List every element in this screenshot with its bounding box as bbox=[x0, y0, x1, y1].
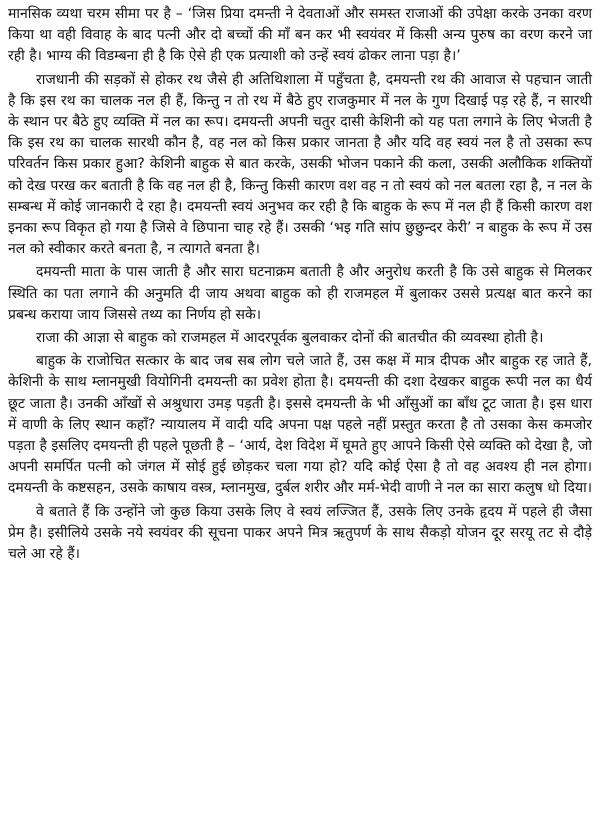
paragraph-1: मानसिक व्यथा चरम सीमा पर है – ‘जिस प्रिया दमन्ती ने देवताओं और समस्त राजाओं की उपेक्षा करके उनका वरण किया था वही विवाह के बाद पत्नी और दो बच्चों की माँ बन कर भी स्वयंवर में किसी अन्य पुरुष का वरण करने जा रही है। भाग्य की विडम्बना ही है कि ऐसे ही एक प्रत्याशी को उन्हें स्वयं ढोकर लाना पड़ा है।’ bbox=[8, 6, 592, 65]
paragraph-5: बाहुक के राजोचित सत्कार के बाद जब सब लोग चले जाते हैं, उस कक्ष में मात्र दीपक और बाहुक रह जाते हैं, केशिनी के साथ म्लानमुखी वियोगिनी दमयन्ती का प्रवेश होता है। दमयन्ती की दशा देखकर बाहुक रूपी नल का धैर्य छूट जाता है। उनकी आँखों से अश्रुधारा उमड़ पड़ती है। इससे दमयन्ती के भी आँसुओं का बाँध टूट जाता है। इस धारा में वाणी के लिए स्थान कहाँ? न्यायालय में वादी यदि अपना पक्ष पहले नहीं प्रस्तुत करता है तो उसका केस कमजोर पड़ता है इसलिए दमयन्ती ही पहले पूछती है – ‘आर्य, देश विदेश में घूमते हुए आपने किसी ऐसे व्यक्ति को देखा है, जो अपनी समर्पित पत्नी को जंगल में सोई हुई छोड़कर चला गया हो? यदि कोई ऐसा है तो वह अवश्य ही नल होगा। दमयन्ती के कष्टसहन, उसके काषाय वस्त्र, म्लानमुख, दुर्बल शरीर और मर्म-भेदी वाणी ने नल का सारा कलुष धो दिया। bbox=[8, 353, 592, 497]
paragraph-6: वे बताते हैं कि उन्होंने जो कुछ किया उसके लिए वे स्वयं लज्जित हैं, उसके लिए उनके हृदय में पहले ही जैसा प्रेम है। इसीलिये उसके नये स्वयंवर की सूचना पाकर अपने मित्र ऋतुपर्ण के साथ सैकड़ो योजन दूर सरयू तट से दौड़े चले आ रहे हैं। bbox=[8, 503, 592, 563]
paragraph-2: राजधानी की सड़कों से होकर रथ जैसे ही अतिथिशाला में पहुँचता है, दमयन्ती रथ की आवाज से पहचान जाती है कि इस रथ का चालक नल ही हैं, किन्तु न तो रथ में बैठे हुए राजकुमार में नल के गुण दिखाई पड़ रहे हैं, न सारथी के स्थान पर बैठे हुए व्यक्ति में नल का रूप। दमयन्ती अपनी चतुर दासी केशिनी को यह पता लगाने के लिए भेजती है कि इस रथ का चालक सारथी कौन है, वह नल को किस प्रकार जानता है और यदि वह स्वयं नल है तो उसका रूप परिवर्तन किस प्रकार हुआ? केशिनी बाहुक से बात करके, उसकी भोजन पकाने की कला, उसकी अलौकिक शक्तियों को देख परख कर बताती है कि वह नल ही है, किन्तु किसी कारण वश वह न तो स्वयं को नल बतला रहा है, न नल के सम्बन्ध में कोई जानकारी दे रहा है। दमयन्ती स्वयं अनुभव कर रही है कि बाहुक के रूप में नल ही हैं किसी कारण वश इनका रूप विकृत हो गया है जिसे वे छिपाना चाह रहे हैं। उसकी ‘भइ गति सांप छुछुन्दर केरी’ न बाहुक के रूप में उस नल को स्वीकार करते बनता है, न त्यागते बनता है। bbox=[8, 71, 592, 258]
paragraph-3: दमयन्ती माता के पास जाती है और सारा घटनाक्रम बताती है और अनुरोध करती है कि उसे बाहुक से मिलकर स्थिति का पता लगाने की अनुमति दी जाय अथवा बाहुक को ही राजमहल में बुलाकर उससे प्रत्यक्ष बात करने का प्रबन्ध कराया जाय जिससे तथ्य का निर्णय हो सके। bbox=[8, 264, 592, 323]
paragraph-4: राजा की आज्ञा से बाहुक को राजमहल में आदरपूर्वक बुलवाकर दोनों की बातचीत की व्यवस्था होती है। bbox=[36, 330, 544, 347]
